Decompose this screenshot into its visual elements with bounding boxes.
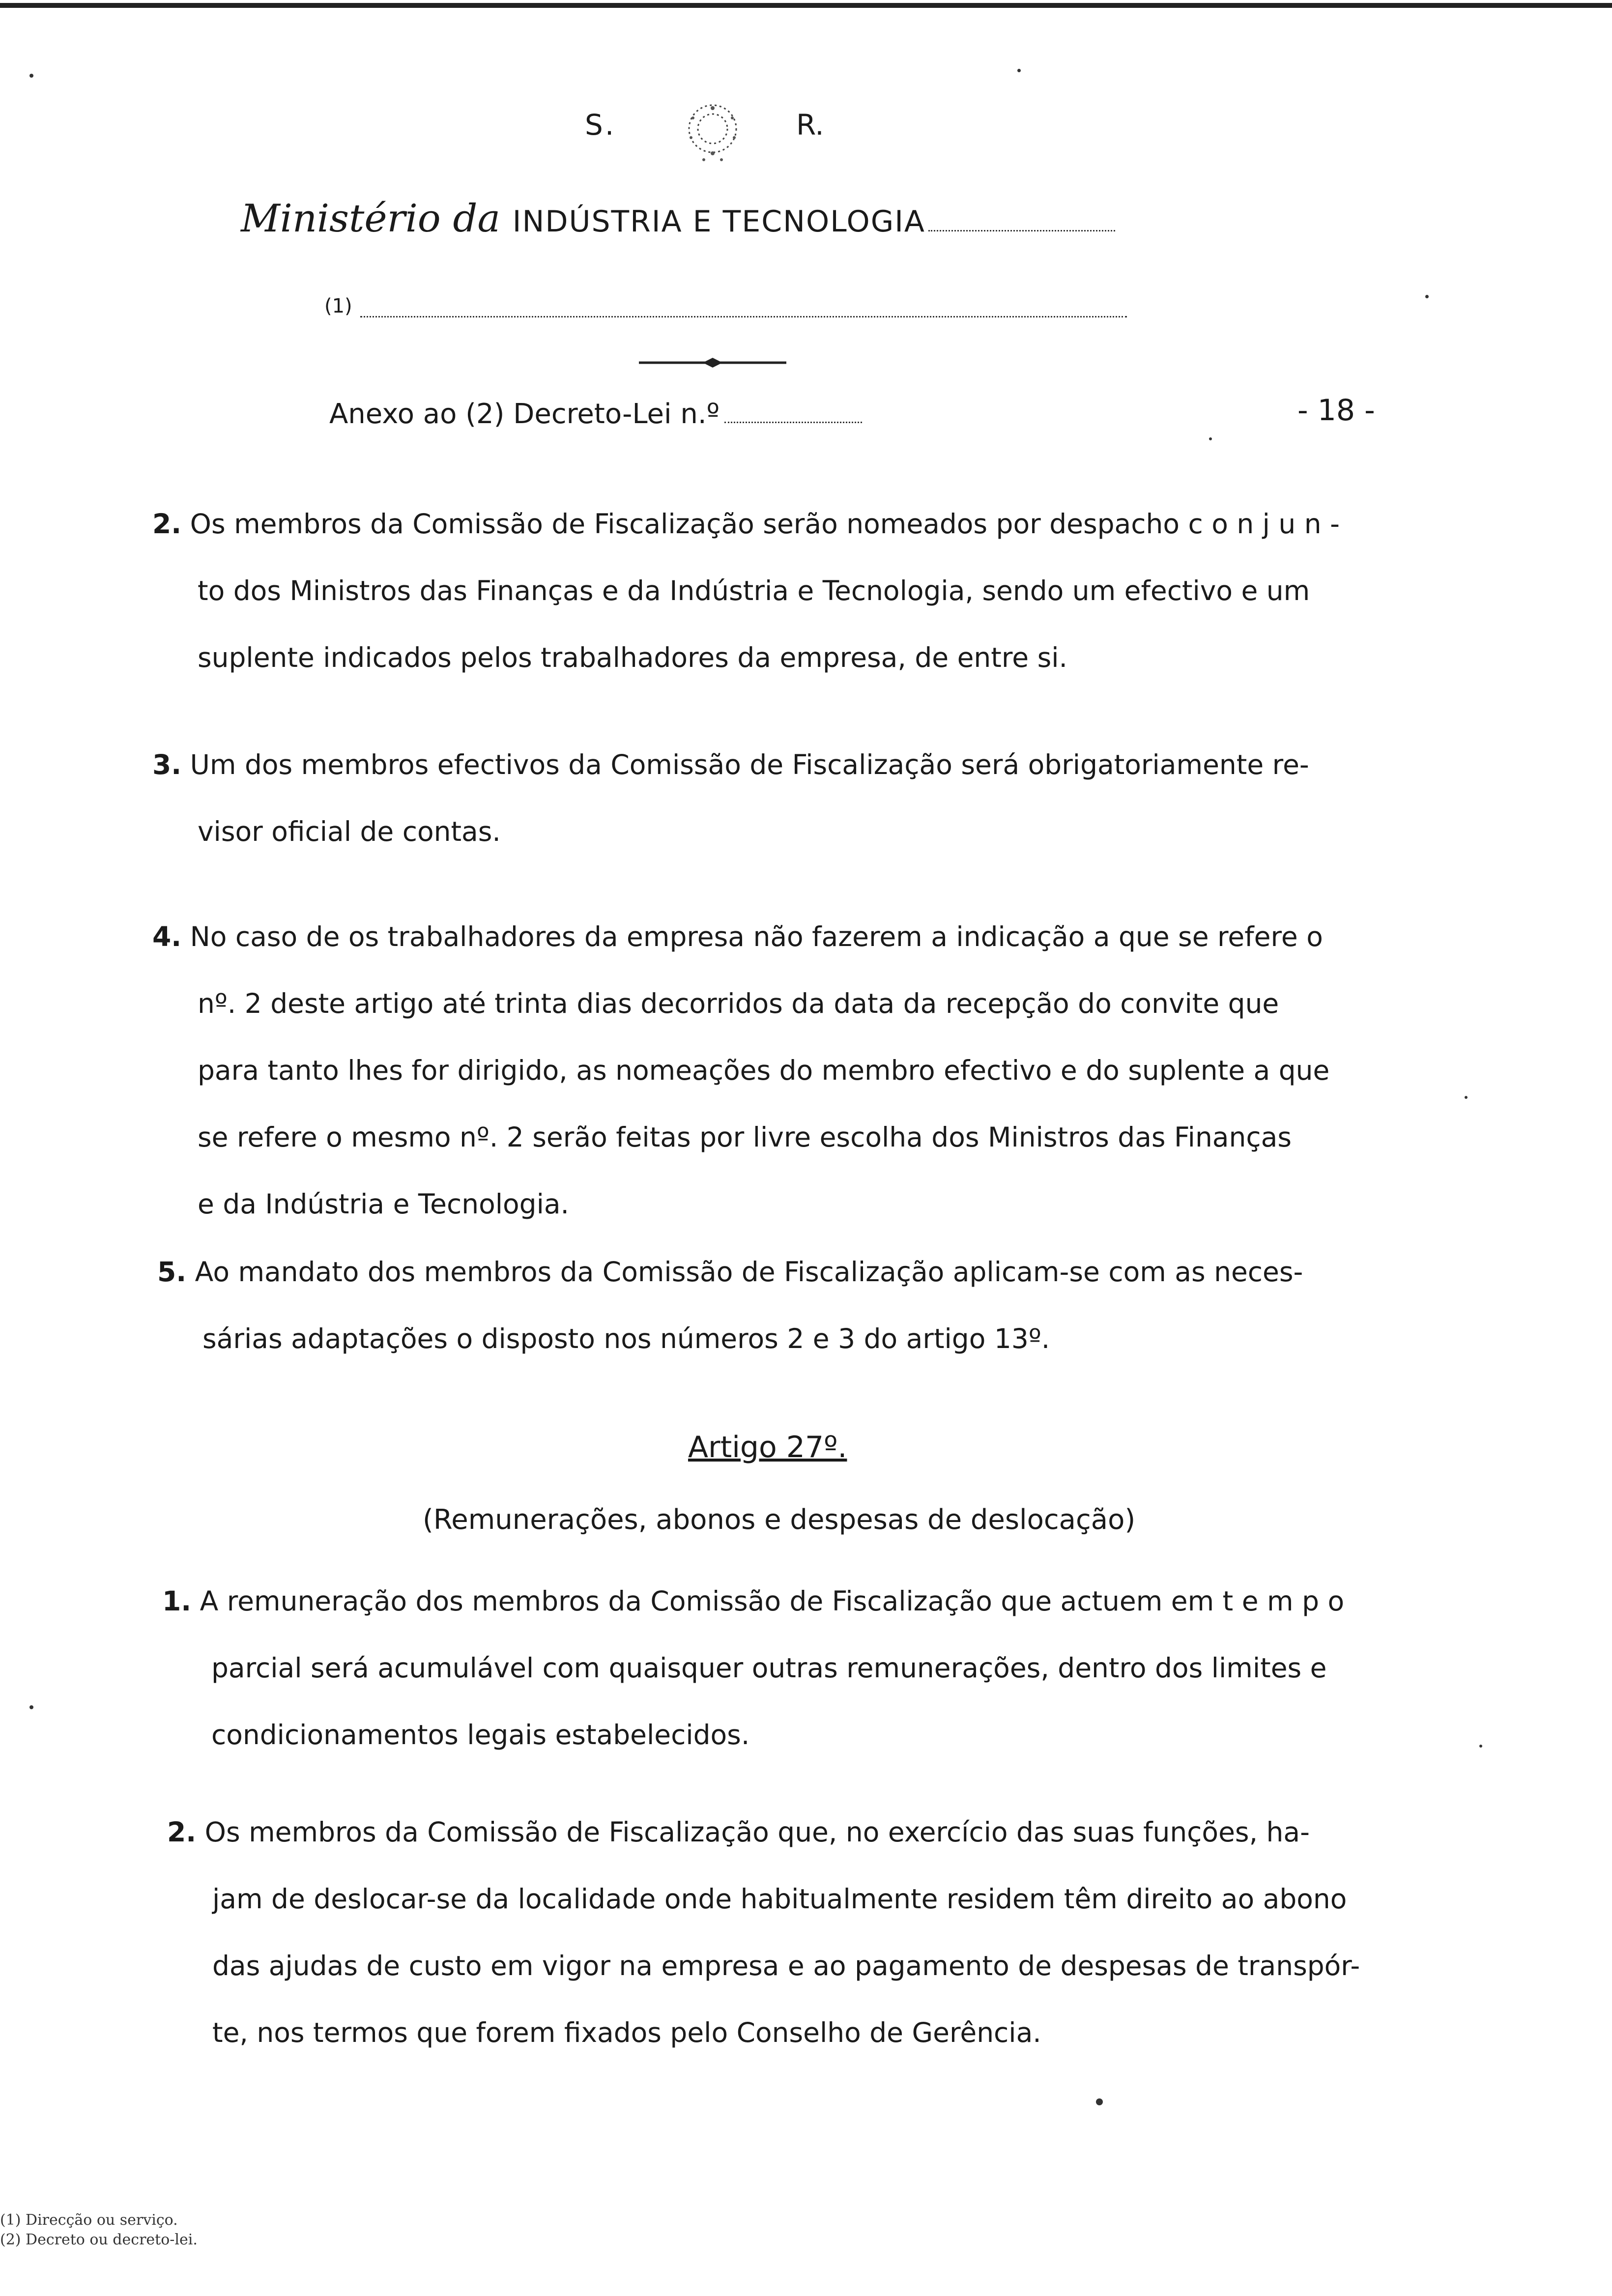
header-left-letter: S. — [585, 108, 616, 142]
paragraph-3 — [152, 731, 1309, 865]
paragraph-number: 3. — [152, 749, 182, 780]
scan-speck — [29, 74, 33, 78]
scan-speck — [1479, 1745, 1482, 1748]
page-number: - 18 - — [1297, 393, 1375, 428]
paragraph-line: Um dos membros efectivos da Comissão de Fiscalização será obrigatoriamente re- — [190, 749, 1309, 780]
paragraph-line: condicionamentos legais estabelecidos. — [211, 1719, 750, 1751]
paragraph-line: para tanto lhes for dirigido, as nomeações do membro efectivo e do suplente a que — [198, 1055, 1330, 1086]
state-header — [585, 98, 850, 167]
paragraph-4 — [152, 903, 1329, 1237]
scan-speck — [1425, 295, 1429, 298]
paragraph-5 — [157, 1238, 1303, 1372]
paragraph-line: parcial será acumulável com quaisquer outras remunerações, dentro dos limites e — [211, 1652, 1327, 1684]
scan-speck — [29, 1705, 33, 1709]
annex-label: Anexo ao (2) Decreto-Lei n.º — [329, 398, 720, 430]
paragraph-number: 4. — [152, 921, 182, 952]
paragraph-line: Os membros da Comissão de Fiscalização que, no exercício das suas funções, ha- — [204, 1816, 1310, 1848]
paragraph-line: jam de deslocar-se da localidade onde habitualmente residem têm direito ao abono — [212, 1883, 1347, 1915]
paragraph-number: 1. — [162, 1585, 192, 1617]
ornamental-divider — [639, 353, 786, 373]
paragraph-line: A remuneração dos membros da Comissão de Fiscalização que actuem em t e m p o — [200, 1585, 1345, 1617]
paragraph-line: Ao mandato dos membros da Comissão de Fiscalização aplicam-se com as neces- — [195, 1256, 1303, 1288]
paragraph-number: 2. — [152, 508, 182, 540]
footnote-1: (1) Direcção ou serviço. — [0, 2211, 178, 2229]
ministry-line — [241, 197, 1115, 241]
article-subtitle: (Remunerações, abonos e despesas de deslocação) — [423, 1504, 1136, 1536]
paragraph-line: se refere o mesmo nº. 2 serão feitas por livre escolha dos Ministros das Finanças — [198, 1121, 1292, 1153]
footnote-2: (2) Decreto ou decreto-lei. — [0, 2231, 198, 2248]
annex-line — [329, 398, 862, 430]
service-line — [324, 295, 1127, 317]
paragraph-line: te, nos termos que forem fixados pelo Conselho de Gerência. — [212, 2017, 1041, 2048]
paragraph-line: visor oficial de contas. — [198, 816, 501, 847]
paragraph-line: das ajudas de custo em vigor na empresa e ao pagamento de despesas de transpór- — [212, 1950, 1360, 1981]
header-right-letter: R. — [796, 108, 824, 142]
article-title: Artigo 27º. — [688, 1430, 847, 1464]
ministry-dotted-fill — [928, 230, 1115, 231]
paragraph-line: Os membros da Comissão de Fiscalização serão nomeados por despacho c o n j u n - — [190, 508, 1340, 540]
ministry-label: Ministério da — [241, 197, 500, 241]
paragraph-number: 2. — [167, 1816, 197, 1848]
scan-speck — [1465, 1096, 1468, 1099]
scan-speck — [1209, 437, 1212, 440]
paragraph-line: to dos Ministros das Finanças e da Indústria e Tecnologia, sendo um efectivo e um — [198, 575, 1310, 606]
article-paragraph-1 — [162, 1568, 1344, 1768]
annex-dotted-fill — [724, 422, 862, 423]
ministry-name: INDÚSTRIA E TECNOLOGIA — [512, 204, 925, 239]
paragraph-line: suplente indicados pelos trabalhadores da empresa, de entre si. — [198, 642, 1067, 673]
paragraph-line: No caso de os trabalhadores da empresa não fazerem a indicação a que se refere o — [190, 921, 1323, 952]
top-border-line — [0, 3, 1612, 8]
paragraph-number: 5. — [157, 1256, 187, 1288]
service-marker: (1) — [324, 295, 352, 317]
paragraph-line: nº. 2 deste artigo até trinta dias decorridos da data da recepção do convite que — [198, 988, 1279, 1019]
paragraph-2 — [152, 490, 1340, 691]
coat-of-arms-icon — [659, 98, 767, 167]
service-dotted-fill — [360, 316, 1127, 317]
article-paragraph-2 — [167, 1799, 1360, 2066]
paragraph-line: sárias adaptações o disposto nos números 2 e 3 do artigo 13º. — [202, 1323, 1050, 1354]
paragraph-line: e da Indústria e Tecnologia. — [198, 1188, 570, 1220]
scan-speck — [1096, 2098, 1103, 2105]
scan-speck — [1017, 69, 1021, 72]
